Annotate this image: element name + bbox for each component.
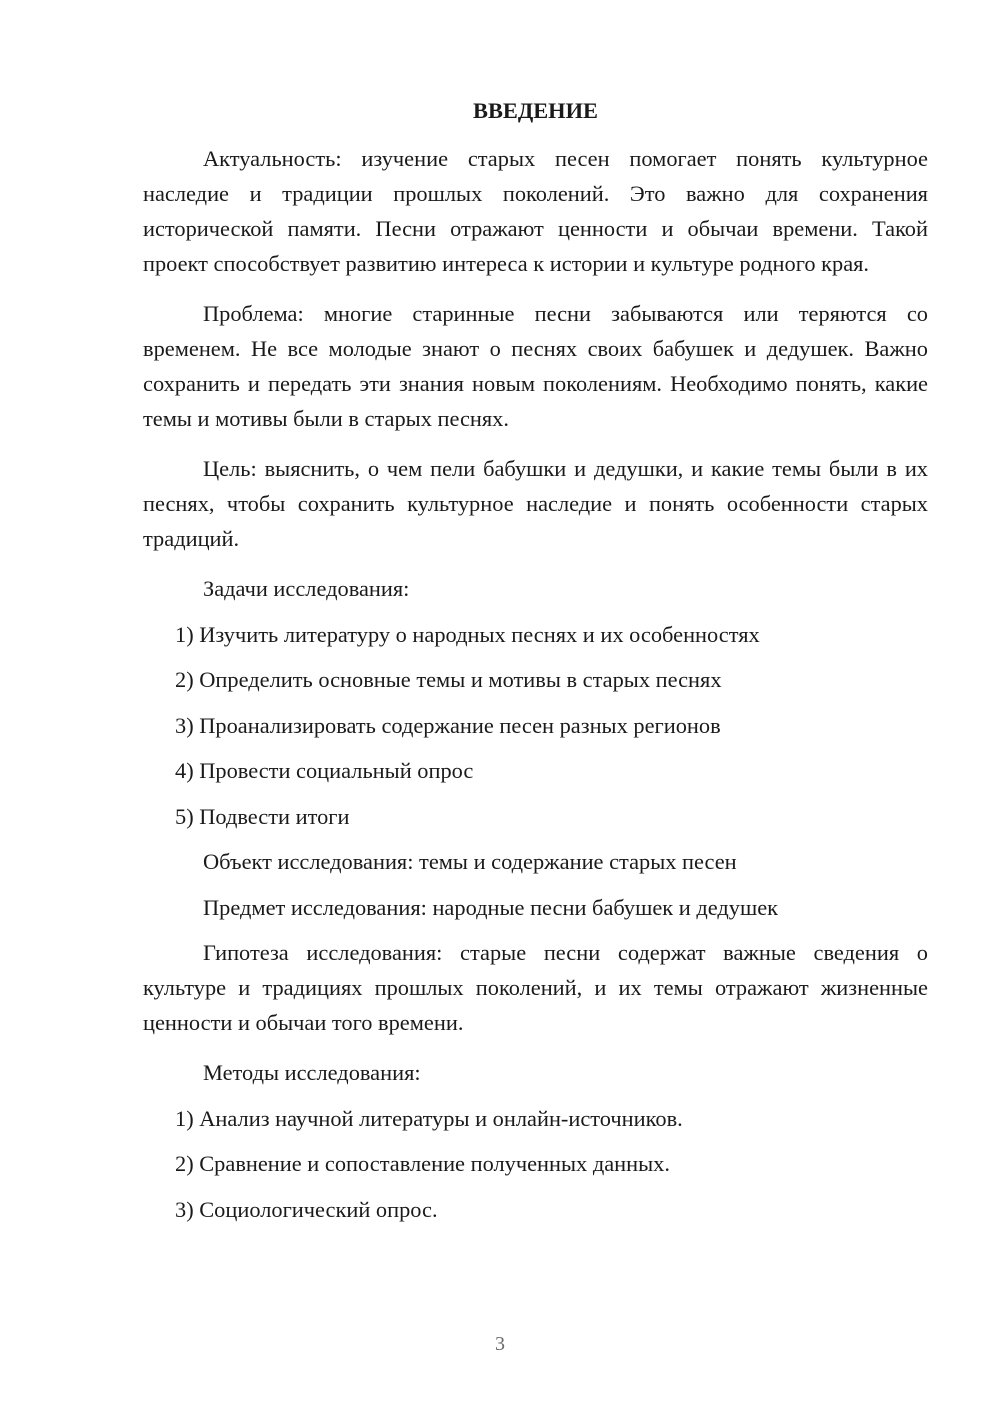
list-item: 1) Анализ научной литературы и онлайн-источников. xyxy=(175,1105,683,1131)
page-number: 3 xyxy=(495,1333,505,1355)
list-item: 2) Сравнение и сопоставление полученных данных. xyxy=(175,1151,670,1176)
problem-paragraph: Проблема: многие старинные песни забываются или теряются со временем. Не все молодые знают о песнях своих бабушек и дедушек. Важно сохранить и передать эти знания новым поколениям. Необходимо понять, какие темы и мотивы были в старых песнях. xyxy=(143,301,928,431)
list-item: 3) Социологический опрос. xyxy=(175,1196,438,1222)
goal-paragraph: Цель: выяснить, о чем пели бабушки и дедушки, и какие темы были в их песнях, чтобы сохранить культурное наследие и понять особенности старых традиций. xyxy=(143,456,928,551)
object-line: Объект исследования: темы и содержание старых песен xyxy=(203,849,737,874)
tasks-list xyxy=(143,617,928,834)
methods-list xyxy=(143,1101,928,1227)
list-item: 3) Проанализировать содержание песен разных регионов xyxy=(175,712,721,738)
hypothesis-paragraph: Гипотеза исследования: старые песни содержат важные сведения о культуре и традициях прошлых поколений, и их темы отражают жизненные ценности и обычаи того времени. xyxy=(143,940,928,1035)
subject-line: Предмет исследования: народные песни бабушек и дедушек xyxy=(203,894,779,920)
relevance-paragraph: Актуальность: изучение старых песен помогает понять культурное наследие и традиции прошлых поколений. Это важно для сохранения исторической памяти. Песни отражают ценности и обычаи времени. Такой проект способствует развитию интереса к истории и культуре родного края. xyxy=(143,146,928,276)
list-item: 5) Подвести итоги xyxy=(175,803,350,829)
document-body xyxy=(143,93,928,1237)
methods-heading: Методы исследования: xyxy=(203,1060,421,1085)
section-title: ВВЕДЕНИЕ xyxy=(473,98,598,123)
list-item: 2) Определить основные темы и мотивы в старых песнях xyxy=(175,667,722,692)
list-item: 1) Изучить литературу о народных песнях и их особенностях xyxy=(175,621,760,647)
list-item: 4) Провести социальный опрос xyxy=(175,758,474,783)
tasks-heading: Задачи исследования: xyxy=(203,576,410,601)
